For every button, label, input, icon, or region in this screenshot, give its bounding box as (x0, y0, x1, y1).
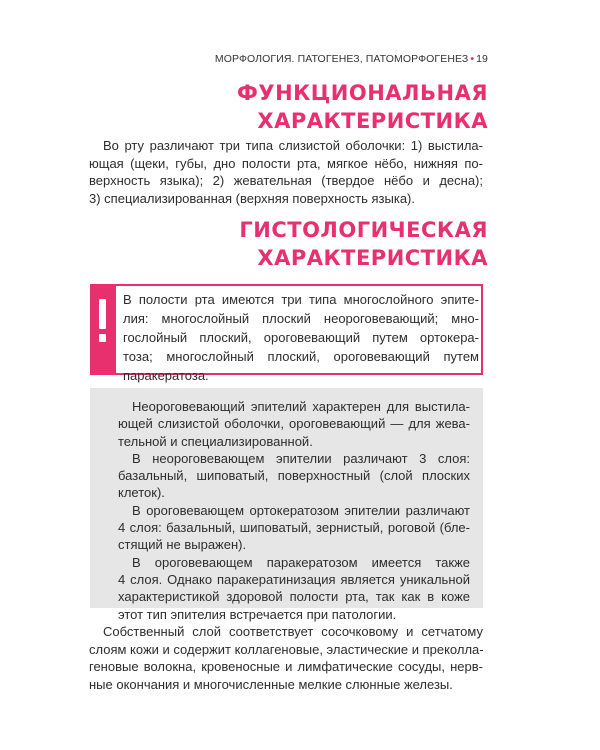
page-number: 19 (476, 53, 488, 65)
info-box (90, 388, 483, 622)
info-line-8: 4 слоя: базальный, шиповатый, зернистый, роговой (бле- (118, 520, 470, 536)
exclamation-icon (92, 286, 116, 373)
heading-functional-line-2: ХАРАКТЕРИСТИКА (257, 109, 488, 133)
final-line-2: слоям кожи и содержит коллагеновые, эластические и преколла- (89, 641, 484, 657)
info-line-7: В ороговевающем ортокератозом эпителии различают (132, 502, 470, 518)
info-line-11: 4 слоя. Однако паракератинизация является уникальной (118, 571, 470, 587)
final-line-3: геновые волокна, кровеносные и лимфатические сосуды, нерв- (89, 659, 483, 674)
warning-line-1: В полости рта имеются три типа многослойного эпите- (123, 292, 479, 307)
functional-line-2: ющая (щеки, губы, дно полости рта, мягкое нёбо, нижняя по- (89, 155, 483, 171)
functional-paragraph (89, 137, 483, 207)
info-line-13: этот тип эпителия встречается при патологии. (118, 606, 397, 622)
heading-histological (239, 216, 488, 272)
warning-line-5: паракератоза. (123, 368, 209, 383)
warning-line-2: лия: многослойный плоский неороговевающий; мно- (123, 311, 479, 326)
final-line-1: Собственный слой соответствует сосочковому и сетчатому (103, 624, 483, 639)
functional-line-3: верхность языка); 2) жевательная (твердое нёбо и десна); (89, 173, 483, 188)
info-line-2: ющей слизистой оболочки, ороговевающий — для жева- (118, 416, 470, 432)
info-line-4: В неороговевающем эпителии различают 3 слоя: (132, 450, 470, 466)
functional-line-4: 3) специализированная (верхняя поверхность языка). (89, 190, 415, 206)
functional-line-1: Во рту различают три типа слизистой оболочки: 1) выстила- (103, 138, 483, 153)
warning-line-3: гослойный плоский, ороговевающий путем ортокера- (123, 330, 479, 345)
final-paragraph (89, 623, 483, 693)
info-line-9: стящий не выражен). (118, 537, 247, 553)
header-bullet: • (470, 53, 475, 65)
warning-line-4: тоза; многослойный плоский, ороговевающий путем (123, 349, 479, 364)
info-line-1: Неороговевающий эпителий характерен для выстила- (132, 399, 470, 414)
info-line-3: тельной и специализированной. (118, 433, 313, 449)
info-line-5: базальный, шиповатый, поверхностный (слой плоских (118, 468, 470, 484)
final-line-4: ные окончания и многочисленные мелкие слюнные железы. (89, 676, 453, 692)
warning-text (123, 290, 479, 385)
heading-histological-line-2: ХАРАКТЕРИСТИКА (257, 246, 488, 270)
warning-callout (90, 284, 483, 383)
running-header (215, 53, 488, 65)
info-text (118, 398, 470, 623)
heading-histological-line-1: ГИСТОЛОГИЧЕСКАЯ (239, 218, 488, 242)
info-line-12: характеристикой здоровой полости рта, так как в коже (118, 589, 470, 605)
heading-functional (237, 79, 488, 135)
info-line-6: клеток). (118, 485, 165, 501)
running-title: МОРФОЛОГИЯ. ПАТОГЕНЕЗ, ПАТОМОРФОГЕНЕЗ (214, 53, 469, 65)
info-line-10: В ороговевающем паракератозом имеется также (132, 554, 470, 570)
heading-functional-line-1: ФУНКЦИОНАЛЬНАЯ (237, 81, 488, 105)
